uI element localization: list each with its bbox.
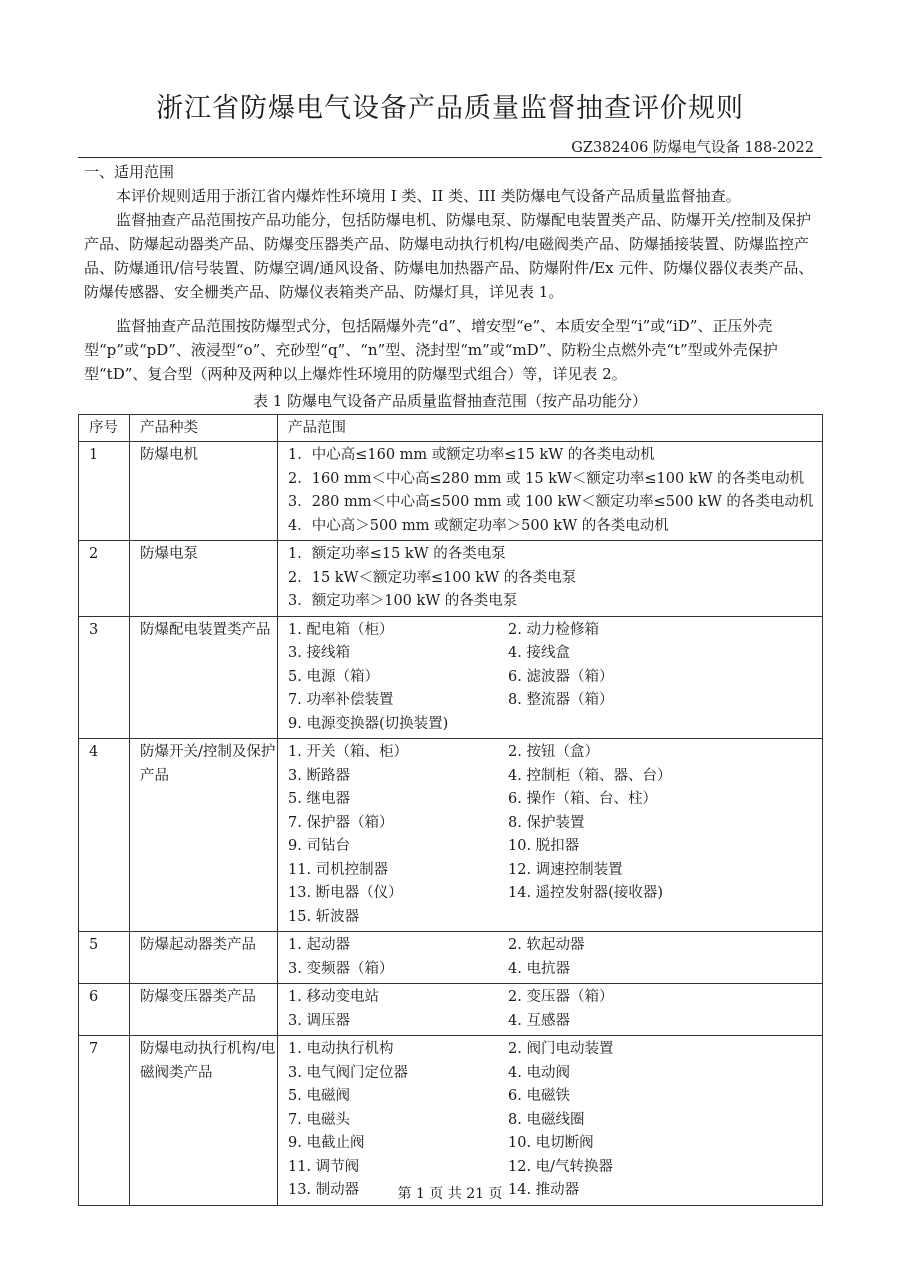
row-seq: 5: [79, 932, 130, 984]
row-seq: 7: [79, 1036, 130, 1206]
row-product-type: 防爆开关/控制及保护产品: [130, 739, 278, 932]
scope-item-pair: [288, 906, 822, 930]
scope-item: 9. 司钻台: [288, 838, 350, 854]
scope-item: 6. 操作（箱、台、柱）: [508, 791, 657, 807]
table-header-row: [79, 415, 823, 442]
scope-item-pair: [288, 741, 822, 765]
scope-item: 12. 调速控制装置: [508, 861, 623, 878]
scope-item-pair: [288, 1085, 822, 1109]
scope-item: 1. 移动变电站: [288, 989, 379, 1005]
scope-item-pair: [288, 812, 822, 836]
scope-item: 15. 斩波器: [288, 908, 360, 925]
document-title: 浙江省防爆电气设备产品质量监督抽查评价规则: [156, 93, 744, 124]
row-product-type: 防爆电泵: [130, 541, 278, 617]
scope-item: 2．15 kW＜额定功率≤100 kW 的各类电泵: [288, 569, 577, 586]
scope-item: 7. 电磁头: [288, 1111, 350, 1128]
scope-item-pair: [288, 765, 822, 789]
row-seq: 6: [79, 984, 130, 1036]
scope-item: 3. 接线箱: [288, 645, 350, 661]
scope-item: 1．中心高≤160 mm 或额定功率≤15 kW 的各类电动机: [288, 447, 655, 463]
row-product-scope: [278, 984, 823, 1036]
scope-item-pair: [288, 859, 822, 883]
scope-item: 5. 继电器: [288, 791, 350, 807]
row-product-scope: [278, 1036, 823, 1206]
header-type: 产品种类: [130, 415, 278, 442]
scope-item-pair: [288, 1132, 822, 1156]
scope-item: 10. 脱扣器: [508, 838, 580, 854]
scope-item: 3．280 mm＜中心高≤500 mm 或 100 kW＜额定功率≤500 kW 的各类电动机: [288, 494, 814, 510]
scope-item: 2. 变压器（箱）: [508, 989, 614, 1005]
scope-item: 9. 电源变换器(切换装置): [288, 715, 449, 732]
header-divider: [78, 157, 822, 158]
scope-item-pair: [288, 882, 822, 906]
table-row: [79, 984, 823, 1036]
scope-item-pair: [288, 619, 822, 643]
section-heading: 一、适用范围: [84, 163, 175, 181]
scope-item: 11. 调节阀: [288, 1158, 360, 1175]
scope-item: 3. 调压器: [288, 1012, 350, 1029]
scope-item-pair: [288, 713, 822, 737]
scope-item-pair: [288, 1010, 822, 1034]
scope-item-pair: [288, 642, 822, 666]
scope-item: 2. 动力检修箱: [508, 621, 599, 638]
scope-item: 8. 电磁线圈: [508, 1111, 585, 1128]
row-product-scope: [278, 739, 823, 932]
row-product-type: 防爆变压器类产品: [130, 984, 278, 1036]
row-seq: 1: [79, 442, 130, 541]
scope-item-pair: [288, 1062, 822, 1086]
header-scope: 产品范围: [278, 415, 823, 442]
type-scope-paragraph: 监督抽查产品范围按防爆型式分，包括隔爆外壳“d”、增安型“e”、本质安全型“i”或“iD”、正压外壳型“p”或“pD”、液浸型“o”、充砂型“q”、“n”型、浇封型“m”或“mD”、防粉尘点燃外壳“t”型或外壳保护型“tD”、复合型（两种及两种以上爆炸性环境用的防爆型式组合）等，详见表 2。: [84, 317, 778, 383]
scope-item: 12. 电/气转换器: [508, 1158, 614, 1175]
scope-item: 1. 开关（箱、柜）: [288, 744, 408, 760]
scope-item: 8. 整流器（箱）: [508, 692, 614, 708]
scope-item: 11. 司机控制器: [288, 861, 389, 878]
scope-item: 2. 按钮（盒）: [508, 744, 599, 760]
scope-item: 13. 断电器（仪）: [288, 885, 403, 901]
scope-item: 4. 控制柜（箱、器、台）: [508, 767, 672, 784]
scope-item: 3. 电气阀门定位器: [288, 1064, 408, 1081]
scope-item: 1. 配电箱（柜）: [288, 621, 394, 638]
scope-item: 2. 阀门电动装置: [508, 1041, 614, 1057]
row-product-scope: [278, 442, 823, 541]
row-product-type: 防爆起动器类产品: [130, 932, 278, 984]
row-seq: 4: [79, 739, 130, 932]
scope-item: 13. 制动器: [288, 1182, 360, 1198]
page-number: 第 1 页 共 21 页: [397, 1186, 503, 1202]
scope-item: 1. 电动执行机构: [288, 1041, 394, 1057]
function-scope-paragraph: 监督抽查产品范围按产品功能分，包括防爆电机、防爆电泵、防爆配电装置类产品、防爆开关/控制及保护产品、防爆起动器类产品、防爆变压器类产品、防爆电动执行机构/电磁阀类产品、防爆插接装置、防爆监控产品、防爆通讯/信号装置、防爆空调/通风设备、防爆电加热器产品、防爆附件/Ex 元件、防爆仪器仪表类产品、防爆传感器、安全栅类产品、防爆仪表箱类产品、防爆灯具，详见表 1。: [84, 211, 814, 301]
scope-item: 14. 遥控发射器(接收器): [508, 885, 663, 901]
scope-item: 1. 起动器: [288, 937, 350, 953]
row-seq: 2: [79, 541, 130, 617]
scope-item: 1．额定功率≤15 kW 的各类电泵: [288, 546, 506, 562]
row-product-type: 防爆电机: [130, 442, 278, 541]
scope-item-pair: [288, 689, 822, 713]
scope-item-pair: [288, 1038, 822, 1062]
scope-item: 2．160 mm＜中心高≤280 mm 或 15 kW＜额定功率≤100 kW 的各类电动机: [288, 470, 805, 487]
scope-item-pair: [288, 958, 822, 982]
scope-item: 14. 推动器: [508, 1182, 580, 1198]
row-seq: 3: [79, 616, 130, 739]
scope-item: 7. 功率补偿装置: [288, 692, 394, 708]
row-product-scope: [278, 932, 823, 984]
scope-item-pair: [288, 986, 822, 1010]
scope-item-pair: [288, 1109, 822, 1133]
scope-item-pair: [288, 835, 822, 859]
scope-paragraph: 本评价规则适用于浙江省内爆炸性环境用 I 类、II 类、III 类防爆电气设备产品质量监督抽查。: [116, 187, 741, 205]
row-product-scope: [278, 616, 823, 739]
scope-item: 5. 电磁阀: [288, 1088, 350, 1104]
product-scope-table: [78, 414, 823, 1206]
scope-item: 7. 保护器（箱）: [288, 814, 394, 831]
header-seq: 序号: [79, 415, 130, 442]
scope-item: 4. 互感器: [508, 1012, 570, 1029]
scope-item: 2. 软起动器: [508, 937, 585, 953]
scope-item-pair: [288, 666, 822, 690]
table-row: [79, 1036, 823, 1206]
scope-item-pair: [288, 934, 822, 958]
scope-item: 3．额定功率＞100 kW 的各类电泵: [288, 593, 518, 609]
row-product-scope: [278, 541, 823, 617]
scope-item: 9. 电截止阀: [288, 1135, 365, 1151]
document-number: GZ382406 防爆电气设备 188-2022: [571, 140, 814, 156]
scope-item: 6. 电磁铁: [508, 1088, 570, 1104]
scope-item: 5. 电源（箱）: [288, 668, 379, 685]
table-row: [79, 932, 823, 984]
scope-item: 8. 保护装置: [508, 814, 585, 831]
scope-item: 4. 接线盒: [508, 645, 570, 661]
scope-item-pair: [288, 788, 822, 812]
scope-item: 4．中心高＞500 mm 或额定功率＞500 kW 的各类电动机: [288, 517, 669, 534]
scope-item-pair: [288, 1156, 822, 1180]
scope-item: 4. 电抗器: [508, 960, 570, 977]
table-row: [79, 739, 823, 932]
row-product-type: 防爆配电装置类产品: [130, 616, 278, 739]
scope-item: 6. 滤波器（箱）: [508, 668, 614, 685]
table-caption: 表 1 防爆电气设备产品质量监督抽查范围（按产品功能分）: [252, 392, 648, 410]
table-row: [79, 442, 823, 541]
scope-item: 3. 变频器（箱）: [288, 960, 394, 977]
table-row: [79, 616, 823, 739]
scope-item: 3. 断路器: [288, 767, 350, 784]
row-product-type: 防爆电动执行机构/电磁阀类产品: [130, 1036, 278, 1206]
table-row: [79, 541, 823, 617]
scope-item: 4. 电动阀: [508, 1064, 570, 1081]
scope-item: 10. 电切断阀: [508, 1135, 594, 1151]
